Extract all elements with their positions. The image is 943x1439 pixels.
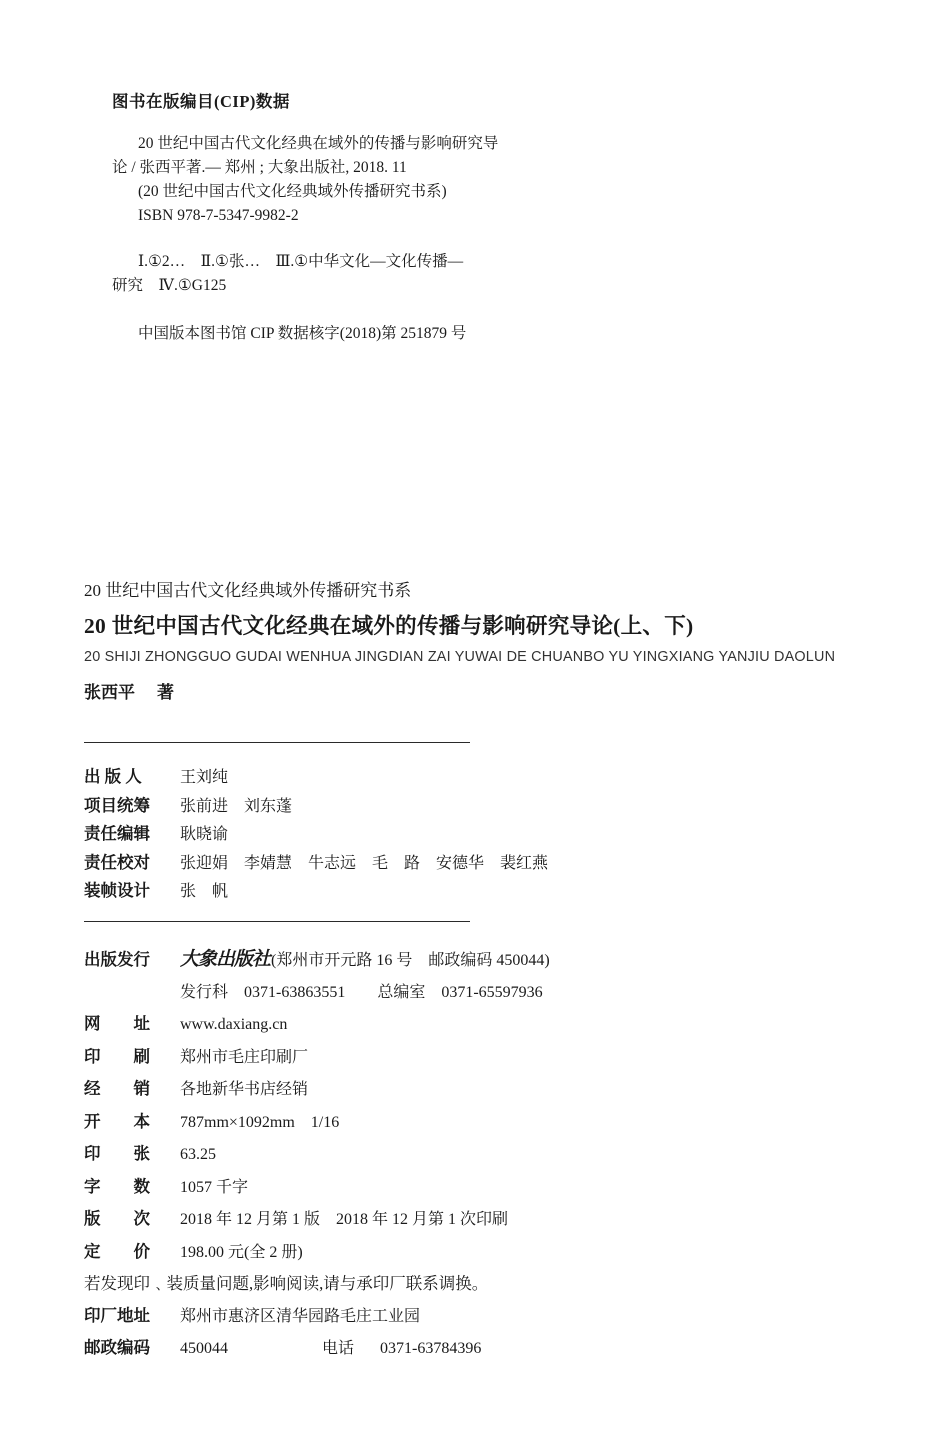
staff-row xyxy=(84,763,784,792)
detail-row-website xyxy=(84,1008,884,1041)
detail-row-distribution xyxy=(84,1073,884,1106)
staff-row xyxy=(84,877,784,906)
phone-value: 0371-63784396 xyxy=(380,1340,482,1357)
staff-label: 出 版 人 xyxy=(84,767,142,786)
detail-label: 经 销 xyxy=(84,1079,150,1098)
detail-value: 1057 千字 xyxy=(180,1178,249,1196)
detail-row-price xyxy=(84,1236,884,1269)
publishing-info xyxy=(84,944,884,1365)
detail-value: 郑州市毛庄印刷厂 xyxy=(180,1048,309,1066)
author-role: 著 xyxy=(157,683,174,702)
cip-isbn: ISBN 978-7-5347-9982-2 xyxy=(138,207,299,224)
staff-credits xyxy=(84,763,784,906)
staff-label: 装帧设计 xyxy=(84,881,150,900)
detail-label: 定 价 xyxy=(84,1241,150,1261)
cip-block xyxy=(112,88,672,346)
staff-label: 项目统筹 xyxy=(84,795,150,815)
detail-label: 印 张 xyxy=(84,1144,150,1163)
publisher-label: 出版发行 xyxy=(84,950,150,969)
postal-code-label: 邮政编码 xyxy=(84,1338,150,1357)
series-name: 20 世纪中国古代文化经典域外传播研究书系 xyxy=(84,581,412,600)
cip-heading: 图书在版编目(CIP)数据 xyxy=(112,92,290,111)
factory-address-value: 郑州市惠济区清华园路毛庄工业园 xyxy=(180,1307,421,1325)
cip-classification-2: 研究 Ⅳ.①G125 xyxy=(112,277,227,294)
detail-value: 198.00 元(全 2 册) xyxy=(180,1243,303,1261)
staff-label: 责任校对 xyxy=(84,852,150,872)
staff-row xyxy=(84,792,784,821)
detail-label: 开 本 xyxy=(84,1111,150,1131)
staff-row xyxy=(84,820,784,849)
quality-notice: 若发现印﹑装质量问题,影响阅读,请与承印厂联系调换。 xyxy=(84,1274,489,1293)
cip-archive-number: 中国版本图书馆 CIP 数据核字(2018)第 251879 号 xyxy=(138,325,467,342)
detail-value: 2018 年 12 月第 1 版 2018 年 12 月第 1 次印刷 xyxy=(180,1211,509,1228)
cip-line-3: (20 世纪中国古代文化经典域外传播研究书系) xyxy=(138,183,447,200)
divider-bottom xyxy=(84,921,470,922)
divider-top xyxy=(84,742,470,743)
colophon-header xyxy=(84,578,874,706)
author-name: 张西平 xyxy=(84,683,135,702)
detail-label: 版 次 xyxy=(84,1209,150,1228)
detail-label: 字 数 xyxy=(84,1176,150,1196)
detail-row-format xyxy=(84,1106,884,1139)
staff-row xyxy=(84,849,784,878)
publisher-phones-row xyxy=(84,977,884,1009)
staff-label: 责任编辑 xyxy=(84,824,150,843)
staff-value: 张 帆 xyxy=(180,883,229,900)
detail-row-sheets xyxy=(84,1138,884,1171)
book-title-pinyin: 20 SHIJI ZHONGGUO GUDAI WENHUA JINGDIAN ZAI YUWAI DE CHUANBO YU YINGXIANG YANJIU DAOLUN xyxy=(84,649,836,665)
detail-value: 63.25 xyxy=(180,1146,216,1163)
author-line xyxy=(84,680,874,706)
detail-label: 网 址 xyxy=(84,1014,150,1033)
cip-line-2: 论 / 张西平著.— 郑州 ; 大象出版社, 2018. 11 xyxy=(112,159,407,176)
factory-address-label: 印厂地址 xyxy=(84,1305,150,1325)
detail-label: 印 刷 xyxy=(84,1046,150,1066)
detail-value: 787mm×1092mm 1/16 xyxy=(180,1113,340,1131)
staff-value: 张迎娟 李婧慧 牛志远 毛 路 安德华 裴红燕 xyxy=(180,854,549,872)
staff-value: 耿晓谕 xyxy=(180,826,229,843)
staff-value: 王刘纯 xyxy=(180,769,229,786)
staff-value: 张前进 刘东蓬 xyxy=(180,797,293,815)
postal-code-value: 450044 xyxy=(180,1340,228,1357)
phone-label: 电话 xyxy=(322,1340,355,1357)
cip-classification-1: Ⅰ.①2… Ⅱ.①张… Ⅲ.①中华文化—文化传播— xyxy=(138,253,464,270)
detail-value-website[interactable]: www.daxiang.cn xyxy=(180,1016,288,1033)
book-title: 20 世纪中国古代文化经典在域外的传播与影响研究导论(上、下) xyxy=(84,614,694,638)
factory-address-row xyxy=(84,1300,884,1333)
detail-row-edition xyxy=(84,1203,884,1236)
publisher-logo: 大象出版社 xyxy=(180,949,271,970)
detail-value: 各地新华书店经销 xyxy=(180,1081,309,1098)
publisher-address: (郑州市开元路 16 号 邮政编码 450044) xyxy=(271,952,550,969)
detail-row-wordcount xyxy=(84,1171,884,1204)
postal-row xyxy=(84,1332,884,1365)
cip-line-1: 20 世纪中国古代文化经典在域外的传播与影响研究导 xyxy=(138,135,499,152)
publisher-row xyxy=(84,944,884,977)
detail-row-printer xyxy=(84,1041,884,1074)
publisher-phones: 发行科 0371-63863551 总编室 0371-65597936 xyxy=(180,983,543,1001)
